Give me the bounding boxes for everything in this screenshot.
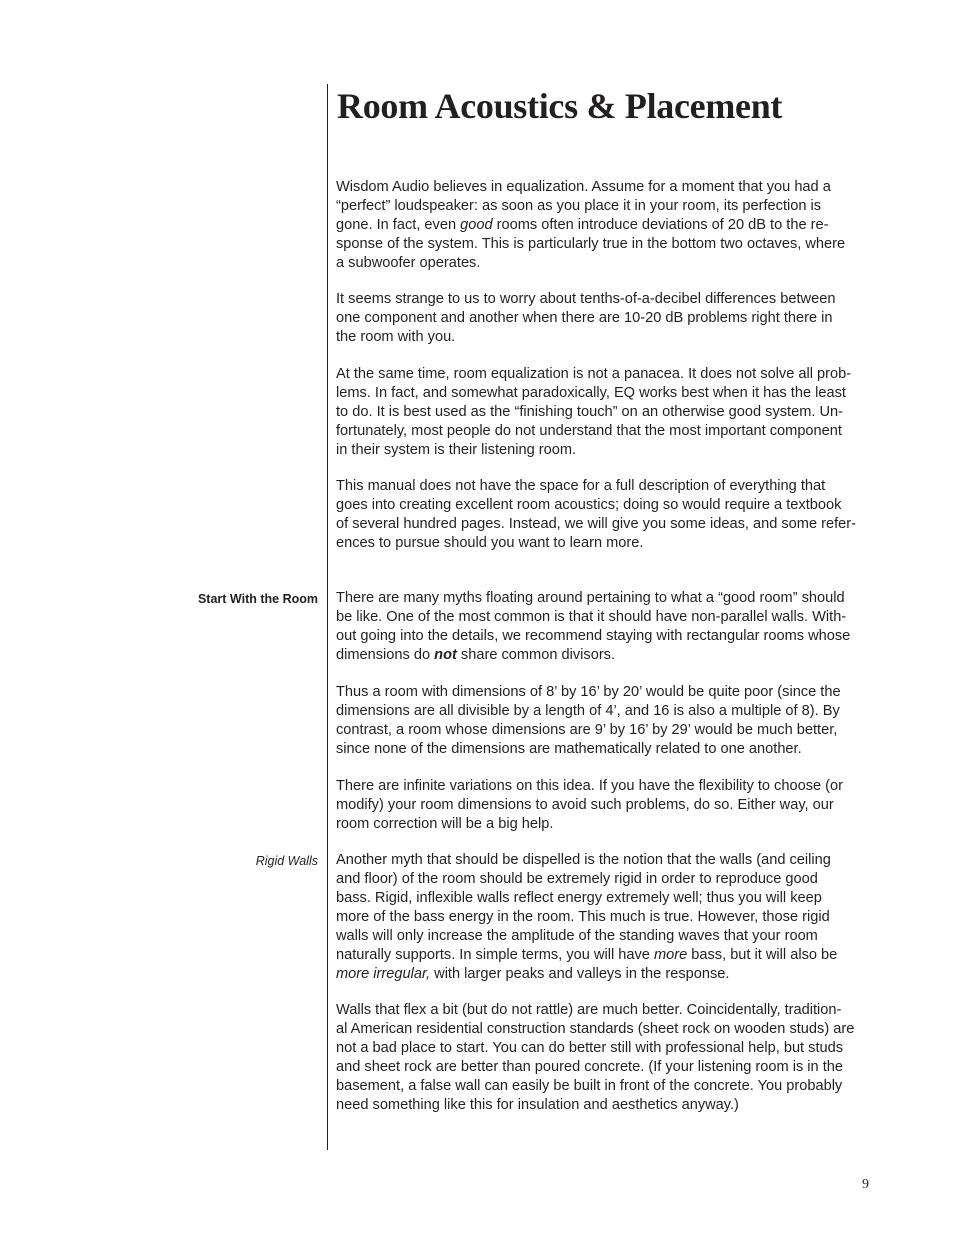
text-line: lems. In fact, and somewhat paradoxically, EQ works best when it has the least — [336, 385, 846, 401]
text-line: ences to pursue should you want to learn more. — [336, 535, 644, 551]
text-line: contrast, a room whose dimensions are 9’ by 16’ by 29’ would be much better, — [336, 722, 838, 738]
text-run: dimensions do — [336, 647, 435, 663]
text-line — [336, 965, 876, 984]
text-line: basement, a false wall can easily be built in front of the concrete. You probably — [336, 1078, 843, 1094]
text-line: Thus a room with dimensions of 8’ by 16’ by 20’ would be quite poor (since the — [336, 684, 841, 700]
text-line: Walls that flex a bit (but do not rattle) are much better. Coincidentally, tradition- — [336, 1002, 842, 1018]
text-line: walls will only increase the amplitude of the standing waves that your room — [336, 928, 818, 944]
text-run: rooms often introduce deviations of 20 dB to the re- — [492, 217, 829, 233]
text-line: a subwoofer operates. — [336, 255, 481, 271]
text-line: modify) your room dimensions to avoid such problems, do so. Either way, our — [336, 797, 834, 813]
text-line: bass. Rigid, inflexible walls reflect energy extremely well; thus you will keep — [336, 890, 822, 906]
intro-paragraph-3 — [336, 365, 876, 460]
text-line: dimensions are all divisible by a length of 4’, and 16 is also a multiple of 8). By — [336, 703, 840, 719]
intro-paragraph-1 — [336, 178, 876, 273]
text-line: of several hundred pages. Instead, we will give you some ideas, and some refer- — [336, 516, 856, 532]
text-line: There are infinite variations on this idea. If you have the flexibility to choose (or — [336, 778, 843, 794]
text-line: At the same time, room equalization is not a panacea. It does not solve all prob- — [336, 366, 852, 382]
text-line: Wisdom Audio believes in equalization. Assume for a moment that you had a — [336, 179, 831, 195]
text-line — [336, 216, 876, 235]
text-line: and floor) of the room should be extremely rigid in order to reproduce good — [336, 871, 818, 887]
text-line: al American residential construction standards (sheet rock on wooden studs) are — [336, 1021, 855, 1037]
text-line: Another myth that should be dispelled is the notion that the walls (and ceiling — [336, 852, 831, 868]
intro-paragraph-4 — [336, 477, 876, 553]
text-line: not a bad place to start. You can do better still with professional help, but studs — [336, 1040, 844, 1056]
emphasis-more-irregular: more irregular, — [336, 966, 431, 982]
section-heading-rigid-walls: Rigid Walls — [255, 854, 318, 868]
margin-rule — [327, 84, 328, 1150]
text-line: need something like this for insulation and aesthetics anyway.) — [336, 1097, 739, 1113]
text-run: bass, but it will also be — [687, 947, 838, 963]
text-run: naturally supports. In simple terms, you will have — [336, 947, 654, 963]
walls-paragraph-1 — [336, 851, 876, 984]
emphasis-more: more — [653, 947, 688, 963]
text-run: with larger peaks and valleys in the response. — [430, 966, 730, 982]
text-line: in their system is their listening room. — [336, 442, 577, 458]
text-run: share common divisors. — [456, 647, 616, 663]
text-run: gone. In fact, even — [336, 217, 461, 233]
text-line — [336, 646, 876, 665]
room-paragraph-1 — [336, 589, 876, 665]
text-line: goes into creating excellent room acoustics; doing so would require a textbook — [336, 497, 842, 513]
intro-paragraph-2 — [336, 290, 876, 347]
text-line: sponse of the system. This is particularly true in the bottom two octaves, where — [336, 236, 846, 252]
text-line — [336, 946, 876, 965]
text-line: This manual does not have the space for a full description of everything that — [336, 478, 826, 494]
room-paragraph-3 — [336, 777, 876, 834]
page-title: Room Acoustics & Placement — [337, 86, 783, 126]
emphasis-not: not — [434, 647, 457, 663]
text-line: fortunately, most people do not understand that the most important component — [336, 423, 842, 439]
text-line: It seems strange to us to worry about tenths-of-a-decibel differences between — [336, 291, 836, 307]
text-line: room correction will be a big help. — [336, 816, 554, 832]
page-number: 9 — [862, 1177, 869, 1192]
room-paragraph-2 — [336, 683, 876, 759]
emphasis-good: good — [460, 217, 493, 233]
walls-paragraph-2 — [336, 1001, 876, 1115]
text-line: and sheet rock are better than poured concrete. (If your listening room is in the — [336, 1059, 844, 1075]
text-line: to do. It is best used as the “finishing touch” on an otherwise good system. Un- — [336, 404, 843, 420]
section-heading-start-with-the-room: Start With the Room — [197, 592, 318, 606]
text-line: out going into the details, we recommend staying with rectangular rooms whose — [336, 628, 851, 644]
text-line: one component and another when there are 10-20 dB problems right there in — [336, 310, 833, 326]
text-line: more of the bass energy in the room. This much is true. However, those rigid — [336, 909, 830, 925]
text-line: since none of the dimensions are mathematically related to one another. — [336, 741, 802, 757]
text-line: the room with you. — [336, 329, 456, 345]
text-line: be like. One of the most common is that it should have non-parallel walls. With- — [336, 609, 847, 625]
text-line: “perfect” loudspeaker: as soon as you place it in your room, its perfection is — [336, 198, 822, 214]
text-line: There are many myths floating around pertaining to what a “good room” should — [336, 590, 845, 606]
